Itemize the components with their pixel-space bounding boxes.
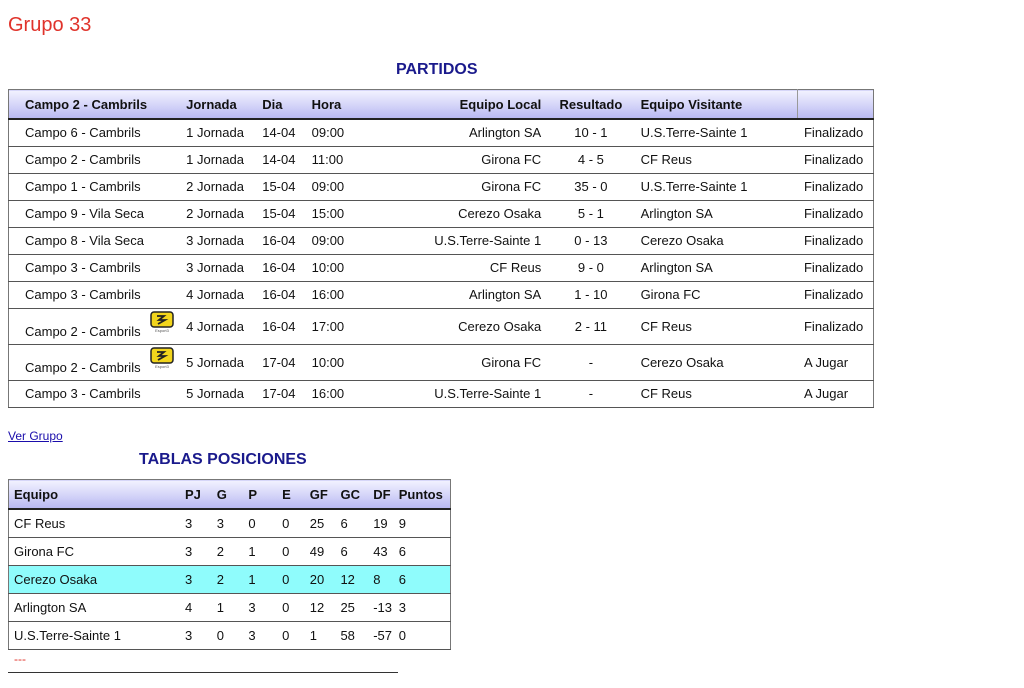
footer-divider xyxy=(8,672,398,673)
match-dia: 14-04 xyxy=(262,146,311,173)
match-estado: Finalizado xyxy=(798,119,874,146)
match-hora: 11:00 xyxy=(312,146,373,173)
standing-gf: 12 xyxy=(310,594,341,622)
header-pj: PJ xyxy=(185,480,217,510)
match-visitante: CF Reus xyxy=(631,146,798,173)
match-hora: 09:00 xyxy=(312,173,373,200)
match-campo: Campo 1 - Cambrils xyxy=(9,173,187,200)
match-local: U.S.Terre-Sainte 1 xyxy=(372,380,551,407)
match-jornada: 4 Jornada xyxy=(186,281,262,308)
match-visitante: Girona FC xyxy=(631,281,798,308)
match-row xyxy=(9,119,874,146)
header-g: G xyxy=(217,480,249,510)
match-row xyxy=(9,173,874,200)
standing-puntos: 3 xyxy=(399,594,451,622)
standing-p: 1 xyxy=(248,566,282,594)
match-estado: Finalizado xyxy=(798,227,874,254)
svg-text:Esport3: Esport3 xyxy=(154,363,169,369)
match-hora: 10:00 xyxy=(312,254,373,281)
match-resultado: 4 - 5 xyxy=(551,146,630,173)
match-jornada: 3 Jornada xyxy=(186,254,262,281)
match-campo: Campo 9 - Vila Seca xyxy=(9,200,187,227)
match-resultado: 2 - 11 xyxy=(551,308,630,344)
header-dia: Dia xyxy=(262,90,311,120)
match-estado: Finalizado xyxy=(798,254,874,281)
match-resultado: 35 - 0 xyxy=(551,173,630,200)
channel-logo-icon[interactable] xyxy=(149,311,175,333)
tablas-posiciones-title: TABLAS POSICIONES xyxy=(139,451,307,468)
match-row xyxy=(9,200,874,227)
standing-gf: 49 xyxy=(310,538,341,566)
standing-pj: 4 xyxy=(185,594,217,622)
match-hora: 09:00 xyxy=(312,227,373,254)
match-hora: 17:00 xyxy=(312,308,373,344)
match-dia: 16-04 xyxy=(262,254,311,281)
match-visitante: Cerezo Osaka xyxy=(631,344,798,380)
standing-gf: 20 xyxy=(310,566,341,594)
match-visitante: Arlington SA xyxy=(631,254,798,281)
match-estado: Finalizado xyxy=(798,200,874,227)
standing-e: 0 xyxy=(282,509,310,538)
standing-p: 0 xyxy=(248,509,282,538)
standings-table xyxy=(8,479,451,650)
match-hora: 10:00 xyxy=(312,344,373,380)
standing-df: -57 xyxy=(373,622,399,650)
match-dia: 15-04 xyxy=(262,173,311,200)
header-equipo-visitante: Equipo Visitante xyxy=(631,90,798,120)
standing-puntos: 6 xyxy=(399,566,451,594)
standing-gc: 58 xyxy=(340,622,373,650)
svg-text:Esport3: Esport3 xyxy=(154,327,169,333)
standings-header-row xyxy=(9,480,451,510)
standing-e: 0 xyxy=(282,566,310,594)
standing-pj: 3 xyxy=(185,622,217,650)
standing-g: 2 xyxy=(217,566,249,594)
standing-e: 0 xyxy=(282,622,310,650)
match-jornada: 5 Jornada xyxy=(186,380,262,407)
header-campo: Campo 2 - Cambrils xyxy=(9,90,187,120)
header-df: DF xyxy=(373,480,399,510)
standing-puntos: 0 xyxy=(399,622,451,650)
match-visitante: Cerezo Osaka xyxy=(631,227,798,254)
standing-g: 3 xyxy=(217,509,249,538)
match-row xyxy=(9,380,874,407)
matches-header-row xyxy=(9,90,874,120)
footer-dash: --- xyxy=(14,652,26,666)
standing-df: 19 xyxy=(373,509,399,538)
header-gc: GC xyxy=(340,480,373,510)
standing-gc: 6 xyxy=(340,509,373,538)
standing-e: 0 xyxy=(282,594,310,622)
standing-e: 0 xyxy=(282,538,310,566)
match-row xyxy=(9,254,874,281)
match-local: Girona FC xyxy=(372,146,551,173)
match-row xyxy=(9,281,874,308)
match-local: Cerezo Osaka xyxy=(372,200,551,227)
match-local: Girona FC xyxy=(372,344,551,380)
standing-p: 3 xyxy=(248,594,282,622)
match-estado: Finalizado xyxy=(798,146,874,173)
standing-p: 1 xyxy=(248,538,282,566)
match-campo: Campo 2 - Cambrils xyxy=(25,359,141,375)
match-estado: A Jugar xyxy=(798,380,874,407)
match-jornada: 1 Jornada xyxy=(186,146,262,173)
match-campo: Campo 6 - Cambrils xyxy=(9,119,187,146)
match-dia: 16-04 xyxy=(262,227,311,254)
standing-equipo: Girona FC xyxy=(9,538,185,566)
match-resultado: 0 - 13 xyxy=(551,227,630,254)
standing-g: 0 xyxy=(217,622,249,650)
match-resultado: 1 - 10 xyxy=(551,281,630,308)
match-jornada: 5 Jornada xyxy=(186,344,262,380)
header-equipo: Equipo xyxy=(9,480,185,510)
standing-gf: 25 xyxy=(310,509,341,538)
match-row xyxy=(9,146,874,173)
channel-logo-icon[interactable] xyxy=(149,347,175,369)
standings-row-highlighted xyxy=(9,566,451,594)
match-campo: Campo 2 - Cambrils xyxy=(25,323,141,339)
match-local: Arlington SA xyxy=(372,119,551,146)
standings-row xyxy=(9,622,451,650)
match-jornada: 3 Jornada xyxy=(186,227,262,254)
standing-gf: 1 xyxy=(310,622,341,650)
standing-pj: 3 xyxy=(185,509,217,538)
match-dia: 17-04 xyxy=(262,380,311,407)
match-local: Girona FC xyxy=(372,173,551,200)
match-row xyxy=(9,308,874,344)
header-equipo-local: Equipo Local xyxy=(372,90,551,120)
standing-p: 3 xyxy=(248,622,282,650)
match-campo: Campo 8 - Vila Seca xyxy=(9,227,187,254)
match-estado: A Jugar xyxy=(798,344,874,380)
match-jornada: 4 Jornada xyxy=(186,308,262,344)
match-hora: 15:00 xyxy=(312,200,373,227)
standing-df: 8 xyxy=(373,566,399,594)
match-dia: 15-04 xyxy=(262,200,311,227)
match-jornada: 2 Jornada xyxy=(186,200,262,227)
standing-df: 43 xyxy=(373,538,399,566)
standing-equipo: Cerezo Osaka xyxy=(9,566,185,594)
match-row xyxy=(9,344,874,380)
match-visitante: CF Reus xyxy=(631,308,798,344)
match-row xyxy=(9,227,874,254)
standing-puntos: 9 xyxy=(399,509,451,538)
match-jornada: 1 Jornada xyxy=(186,119,262,146)
match-local: U.S.Terre-Sainte 1 xyxy=(372,227,551,254)
standing-gc: 6 xyxy=(340,538,373,566)
standing-g: 2 xyxy=(217,538,249,566)
standing-equipo: Arlington SA xyxy=(9,594,185,622)
partidos-title: PARTIDOS xyxy=(396,61,478,78)
header-jornada: Jornada xyxy=(186,90,262,120)
group-title: Grupo 33 xyxy=(8,14,92,36)
match-visitante: CF Reus xyxy=(631,380,798,407)
standings-row xyxy=(9,509,451,538)
header-puntos: Puntos xyxy=(399,480,451,510)
match-estado: Finalizado xyxy=(798,308,874,344)
match-local: Arlington SA xyxy=(372,281,551,308)
ver-grupo-link[interactable]: Ver Grupo xyxy=(8,429,63,443)
match-campo: Campo 3 - Cambrils xyxy=(9,380,187,407)
match-resultado: 9 - 0 xyxy=(551,254,630,281)
header-estado xyxy=(798,90,874,120)
header-resultado: Resultado xyxy=(551,90,630,120)
header-e: E xyxy=(282,480,310,510)
standing-equipo: U.S.Terre-Sainte 1 xyxy=(9,622,185,650)
match-campo: Campo 3 - Cambrils xyxy=(9,254,187,281)
standing-gc: 12 xyxy=(340,566,373,594)
match-dia: 16-04 xyxy=(262,308,311,344)
standing-pj: 3 xyxy=(185,566,217,594)
match-resultado: - xyxy=(551,344,630,380)
standing-g: 1 xyxy=(217,594,249,622)
header-gf: GF xyxy=(310,480,341,510)
match-visitante: U.S.Terre-Sainte 1 xyxy=(631,119,798,146)
header-hora: Hora xyxy=(312,90,373,120)
match-dia: 16-04 xyxy=(262,281,311,308)
match-campo: Campo 3 - Cambrils xyxy=(9,281,187,308)
match-jornada: 2 Jornada xyxy=(186,173,262,200)
match-estado: Finalizado xyxy=(798,173,874,200)
match-campo: Campo 2 - Cambrils xyxy=(9,146,187,173)
standings-row xyxy=(9,538,451,566)
match-campo-cell xyxy=(9,308,187,344)
match-local: CF Reus xyxy=(372,254,551,281)
match-dia: 14-04 xyxy=(262,119,311,146)
match-visitante: Arlington SA xyxy=(631,200,798,227)
match-hora: 09:00 xyxy=(312,119,373,146)
header-p: P xyxy=(248,480,282,510)
match-visitante: U.S.Terre-Sainte 1 xyxy=(631,173,798,200)
standing-df: -13 xyxy=(373,594,399,622)
standing-pj: 3 xyxy=(185,538,217,566)
match-resultado: 5 - 1 xyxy=(551,200,630,227)
match-hora: 16:00 xyxy=(312,281,373,308)
standings-row xyxy=(9,594,451,622)
standing-puntos: 6 xyxy=(399,538,451,566)
standing-gc: 25 xyxy=(340,594,373,622)
match-resultado: - xyxy=(551,380,630,407)
match-dia: 17-04 xyxy=(262,344,311,380)
standing-equipo: CF Reus xyxy=(9,509,185,538)
match-hora: 16:00 xyxy=(312,380,373,407)
match-campo-cell xyxy=(9,344,187,380)
match-estado: Finalizado xyxy=(798,281,874,308)
match-local: Cerezo Osaka xyxy=(372,308,551,344)
matches-table xyxy=(8,89,874,408)
match-resultado: 10 - 1 xyxy=(551,119,630,146)
